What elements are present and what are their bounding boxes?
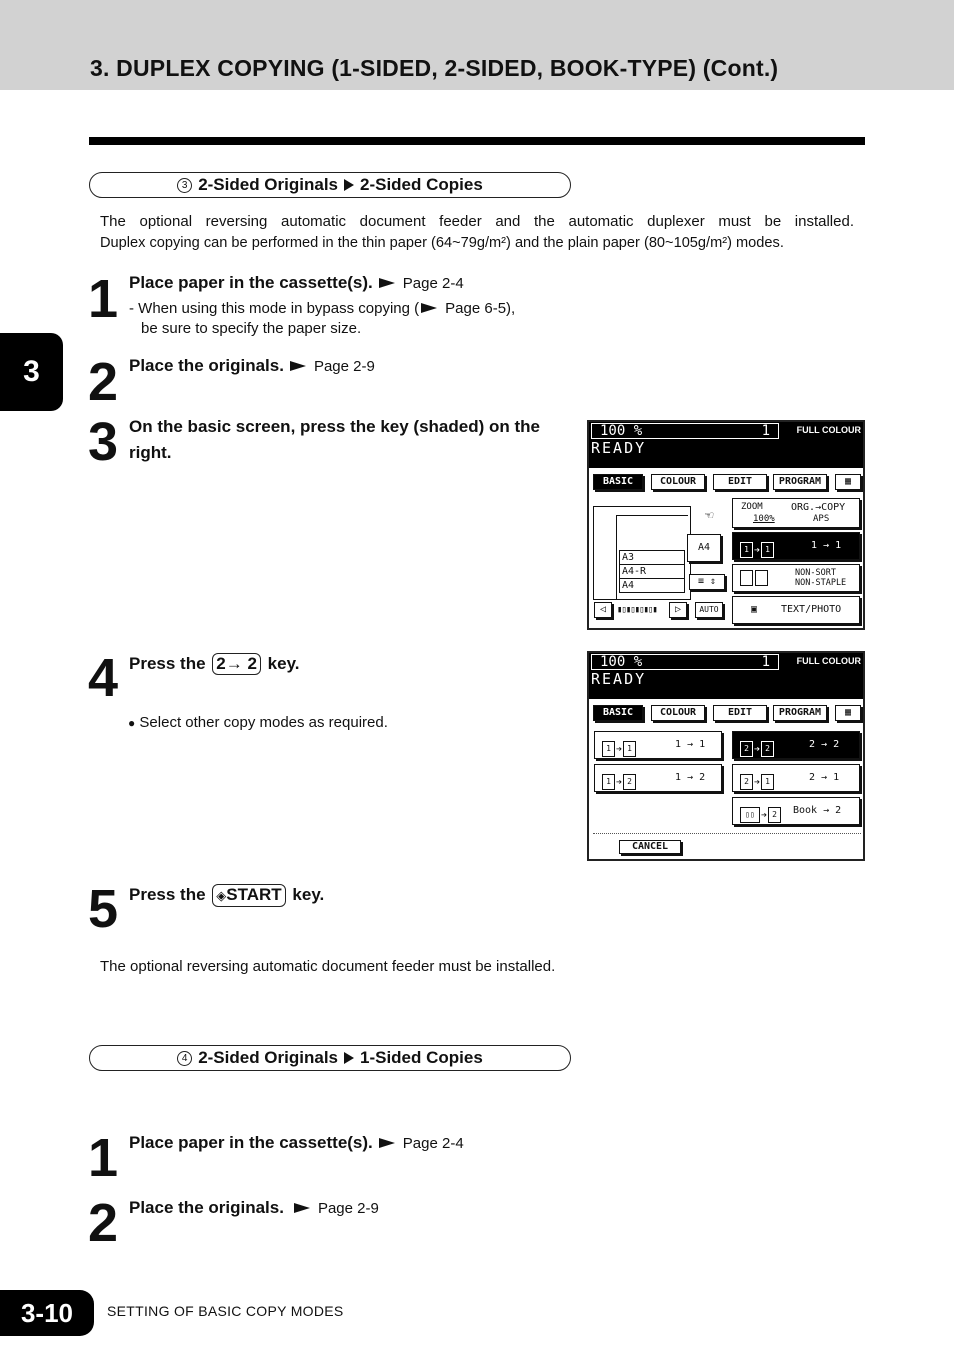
cassette-a4r[interactable]: A4-R	[619, 565, 685, 579]
book-to-2-button[interactable]	[732, 797, 860, 825]
duplex-2-2-button[interactable]	[732, 731, 860, 759]
density-scale-icon: ▮▯▮▯▮▯▮▯▮	[617, 605, 657, 615]
auto-density-button[interactable]: AUTO	[695, 602, 723, 618]
duplex-2-2-key: 2→ 2	[212, 653, 261, 675]
step-title	[129, 653, 299, 675]
copy-count: 1	[761, 654, 770, 670]
step-title-line-1: On the basic screen, press the key (shaded) on the	[129, 417, 540, 436]
cassette-list	[619, 550, 685, 593]
tab-edit[interactable]: EDIT	[713, 474, 767, 490]
org-copy-label: ORG.→COPY	[791, 502, 846, 513]
step-title	[129, 884, 324, 907]
option-label: Book → 2	[793, 805, 842, 816]
duplex-icon: 1 ➔ 1	[739, 538, 775, 564]
zoom-readout: 100 %	[600, 423, 643, 439]
step-title-text-end: key.	[292, 885, 325, 904]
page-ref-arrow-icon	[290, 361, 306, 371]
tab-basic[interactable]: BASIC	[593, 474, 643, 490]
screen-status-bar	[589, 422, 863, 468]
step-title-text: Press the	[129, 885, 206, 904]
footer-text: SETTING OF BASIC COPY MODES	[107, 1303, 344, 1319]
intro-line-1: The optional reversing automatic document feeder and the automatic duplexer must be installed.	[100, 213, 854, 230]
step-title-line-2: right.	[129, 443, 172, 462]
step-title-text: Place paper in the cassette(s).	[129, 1133, 373, 1152]
colour-mode: FULL COLOUR	[796, 425, 861, 435]
step-title-text-end: key.	[267, 654, 300, 673]
step-number: 1	[88, 269, 117, 329]
tab-colour[interactable]: COLOUR	[651, 474, 705, 490]
chapter-number: 3	[23, 355, 40, 388]
duplex-1-1-button[interactable]	[594, 731, 722, 759]
duplex-button[interactable]	[732, 532, 860, 560]
step-note-2: be sure to specify the paper size.	[141, 320, 362, 337]
start-key	[212, 884, 285, 907]
text-photo-label: TEXT/PHOTO	[781, 604, 842, 615]
section-number: 3	[177, 178, 192, 193]
intro-line-2: Duplex copying can be performed in the thin paper (64~79g/m²) and the plain paper (80~105g/m²) modes.	[100, 235, 784, 251]
page-title: 3. DUPLEX COPYING (1-SIDED, 2-SIDED, BOOK-TYPE) (Cont.)	[90, 55, 779, 81]
section-rule	[89, 137, 865, 145]
section-heading-3	[89, 172, 571, 198]
zoom-readout: 100 %	[600, 654, 643, 670]
sort-button[interactable]	[732, 564, 860, 592]
section-title-b: 2-Sided Copies	[360, 175, 483, 194]
screen-status-bar	[589, 653, 863, 699]
screen-tabs	[589, 474, 863, 492]
touch-screen-duplex	[587, 651, 865, 861]
step-number: 1	[88, 1128, 117, 1188]
triangle-arrow-icon	[344, 1052, 354, 1064]
start-diamond-icon: ◈	[216, 888, 227, 903]
section-heading-4	[89, 1045, 571, 1071]
zoom-display	[591, 654, 779, 670]
density-darker-icon[interactable]: ▷	[669, 602, 687, 618]
page-ref: Page 2-9	[317, 1200, 379, 1217]
page-header	[0, 0, 954, 90]
page-ref-arrow-icon	[421, 303, 437, 313]
section-number: 4	[177, 1051, 192, 1066]
start-key-label: START	[226, 885, 282, 904]
paper-size-a4[interactable]: A4	[687, 534, 721, 562]
one-to-one-icon: 1 ➔ 1	[601, 737, 637, 763]
chapter-tab	[0, 333, 63, 411]
page-ref: Page 2-4	[402, 275, 464, 292]
step-number: 3	[88, 412, 117, 472]
note-text: - When using this mode in bypass copying (	[129, 300, 420, 317]
zoom-button[interactable]	[732, 498, 860, 528]
option-label: 2 → 1	[809, 772, 840, 783]
step-number: 4	[88, 648, 117, 708]
section-title-b: 1-Sided Copies	[360, 1048, 483, 1067]
step-note	[129, 300, 515, 317]
tab-basic[interactable]: BASIC	[593, 705, 643, 721]
triangle-arrow-icon	[344, 179, 354, 191]
zoom-display	[591, 423, 779, 439]
step-title-text: Place the originals.	[129, 356, 284, 375]
step-title-text: Press the	[129, 654, 206, 673]
tab-colour[interactable]: COLOUR	[651, 705, 705, 721]
step-title	[129, 1198, 379, 1218]
cassette-a4[interactable]: A4	[619, 579, 685, 593]
sort-icon	[739, 570, 769, 586]
step-number: 5	[88, 879, 117, 939]
step-title	[129, 1133, 464, 1153]
image-mode-icon: ▣	[751, 604, 758, 615]
tab-edit[interactable]: EDIT	[713, 705, 767, 721]
page-ref: Page 2-4	[402, 1135, 464, 1152]
staple-label: NON-STAPLE	[795, 578, 847, 588]
text-photo-button[interactable]	[732, 596, 860, 624]
duplex-2-1-button[interactable]	[732, 764, 860, 792]
cassette-a3[interactable]: A3	[619, 550, 685, 565]
bullet-note	[128, 714, 388, 731]
zoom-value: 100%	[753, 514, 775, 524]
aps-label: APS	[813, 514, 830, 524]
page-ref: Page 2-9	[313, 358, 375, 375]
status-text: READY	[591, 670, 647, 688]
step-number: 2	[88, 1193, 117, 1253]
keypad-icon[interactable]: ▦	[835, 705, 861, 721]
option-label: 1 → 1	[675, 739, 706, 750]
copy-count: 1	[761, 423, 770, 439]
page-ref-arrow-icon	[379, 278, 395, 288]
zoom-label: ZOOM	[741, 502, 763, 512]
step-number: 2	[88, 352, 117, 412]
bullet-text: Select other copy modes as required.	[139, 714, 388, 731]
sort-label: NON-SORT	[795, 568, 836, 578]
touch-screen-basic	[587, 420, 865, 630]
page-ref-arrow-icon	[379, 1138, 395, 1148]
section-title-a: 2-Sided Originals	[198, 175, 338, 194]
note-ref: Page 6-5),	[445, 300, 516, 317]
step-title-text: Place the originals.	[129, 1198, 284, 1217]
keypad-icon[interactable]: ▦	[835, 474, 861, 490]
divider	[593, 833, 861, 834]
page-number: 3-10	[0, 1290, 94, 1336]
option-label: 2 → 2	[809, 739, 840, 750]
page-ref-arrow-icon	[294, 1203, 310, 1213]
colour-mode: FULL COLOUR	[796, 656, 861, 666]
duplex-label: 1 → 1	[811, 540, 842, 551]
book-icon: ▯▯ ➔ 2	[739, 803, 782, 829]
duplex-1-2-button[interactable]	[594, 764, 722, 792]
step-title	[129, 356, 375, 376]
section-title-a: 2-Sided Originals	[198, 1048, 338, 1067]
bullet-icon: ●	[128, 716, 136, 730]
screen-tabs	[589, 705, 863, 723]
step-title-text: Place paper in the cassette(s).	[129, 273, 373, 292]
tab-program[interactable]: PROGRAM	[773, 705, 827, 721]
paper-up-down-button[interactable]: ≡ ⇕	[689, 574, 725, 590]
bypass-tray-icon: ☜	[705, 508, 714, 524]
density-lighter-icon[interactable]: ◁	[594, 602, 612, 618]
step-5-note: The optional reversing automatic document feeder must be installed.	[100, 958, 556, 975]
tab-program[interactable]: PROGRAM	[773, 474, 827, 490]
cancel-button[interactable]: CANCEL	[619, 840, 681, 854]
two-to-one-icon: 2 ➔ 1	[739, 770, 775, 796]
status-text: READY	[591, 439, 647, 457]
step-title	[129, 273, 464, 293]
one-to-two-icon: 1 ➔ 2	[601, 770, 637, 796]
two-to-two-icon: 2 ➔ 2	[739, 737, 775, 763]
option-label: 1 → 2	[675, 772, 706, 783]
